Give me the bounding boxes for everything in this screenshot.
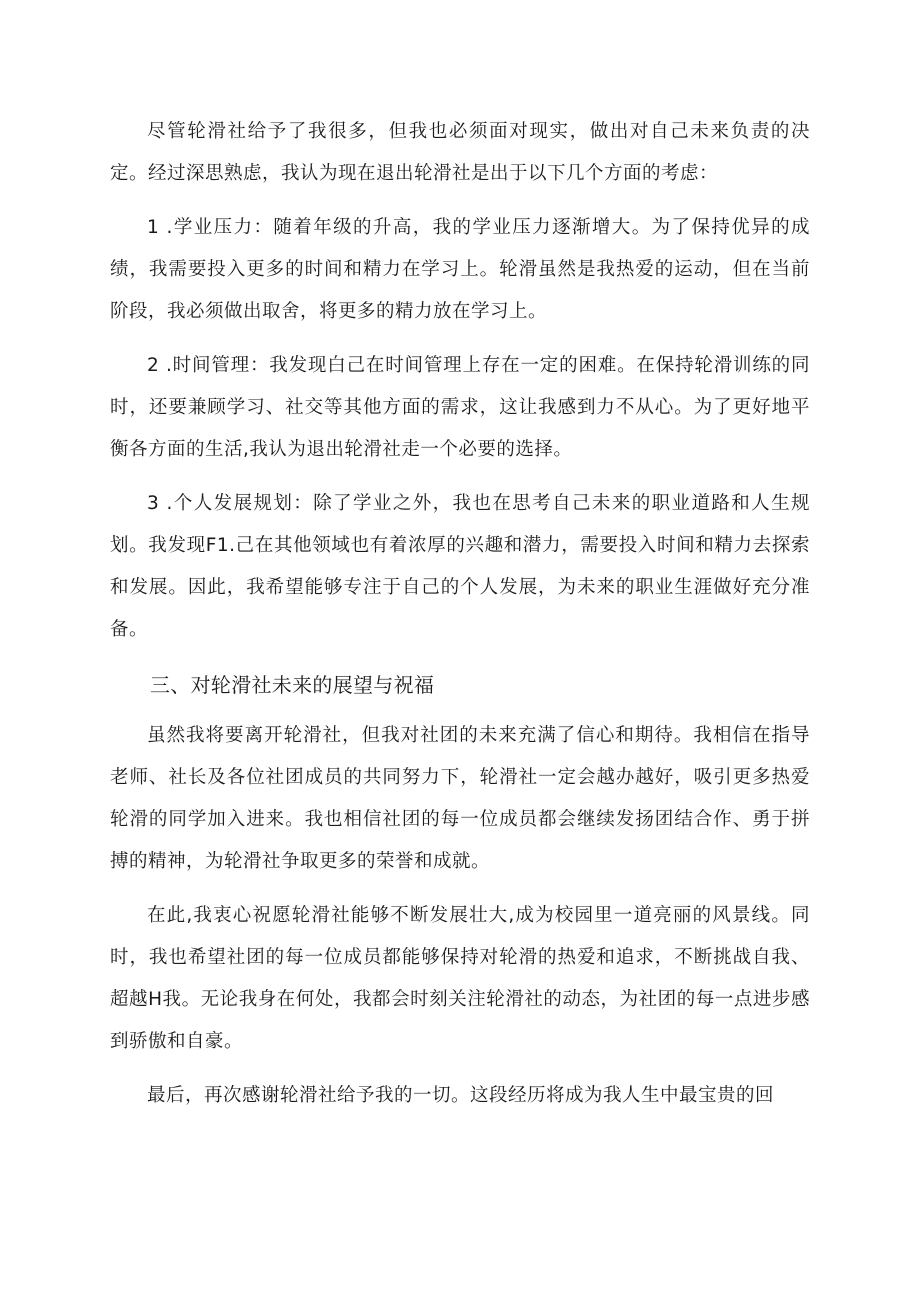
closing-paragraph: 最后，再次感谢轮滑社给予我的一切。这段经历将成为我人生中最宝贵的回 bbox=[147, 1085, 775, 1106]
document-body bbox=[110, 111, 810, 1129]
section-heading: 三、对轮滑社未来的展望与祝福 bbox=[150, 673, 435, 697]
intro-paragraph: 尽管轮滑社给予了我很多，但我也必须面对现实，做出对自己未来负责的决定。经过深思熟虑，我认为现在退出轮滑社是出于以下几个方面的考虑： bbox=[110, 121, 810, 184]
outlook-paragraph: 虽然我将要离开轮滑社，但我对社团的未来充满了信心和期待。我相信在指导老师、社长及各位社团成员的共同努力下，轮滑社一定会越办越好，吸引更多热爱轮滑的同学加入进来。我也相信社团的每一位成员都会继续发扬团结合作、勇于拼搏的精神，为轮滑社争取更多的荣誉和成就。 bbox=[110, 725, 810, 872]
reason-personal-development: 3 .个人发展规划：除了学业之外，我也在思考自己未来的职业道路和人生规划。我发现F1.己在其他领域也有着浓厚的兴趣和潜力，需要投入时间和精力去探索和发展。因此，我希望能够专注于自己的个人发展，为未来的职业生涯做好充分准备。 bbox=[110, 493, 810, 640]
reason-time-management: 2 .时间管理：我发现白己在时间管理上存在一定的困难。在保持轮滑训练的同时，还要兼顾学习、社交等其他方面的需求，这让我感到力不从心。为了更好地平衡各方面的生活,我认为退出轮滑社走一个必要的选择。 bbox=[110, 355, 810, 460]
reason-academic-pressure: 1 .学业压力：随着年级的升高，我的学业压力逐渐增大。为了保持优异的成绩，我需要投入更多的时间和精力在学习上。轮滑虽然是我热爱的运动，但在当前阶段，我必须做出取舍，将更多的精力放在学习上。 bbox=[110, 217, 810, 322]
blessing-paragraph: 在此,我衷心祝愿轮滑社能够不断发展壮大,成为校园里一道亮丽的风景线。同时，我也希望社团的每一位成员都能够保持对轮滑的热爱和追求，不断挑战自我、超越H我。无论我身在何处，我都会时刻关注轮滑社的动态，为社团的每一点进步感到骄傲和自豪。 bbox=[110, 905, 810, 1052]
